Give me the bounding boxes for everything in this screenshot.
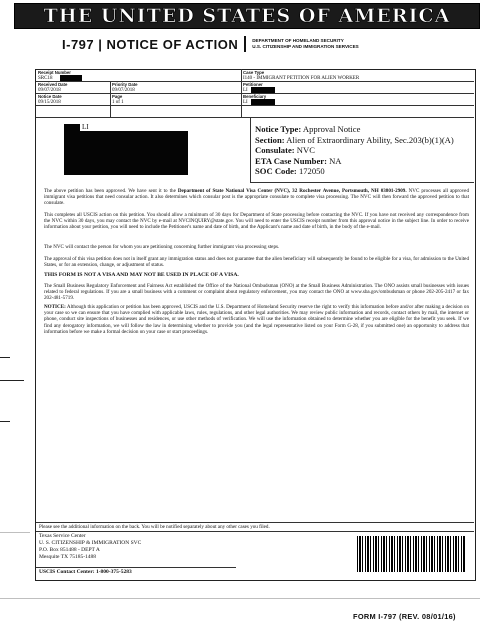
priority-date-label: Priority Date: [112, 82, 138, 87]
page-value: 1 of 1: [112, 100, 124, 105]
margin-mark: [0, 380, 24, 381]
redaction: [251, 99, 275, 105]
redaction: [64, 131, 188, 175]
form-revision: FORM I-797 (REV. 08/01/16): [353, 612, 456, 621]
soc-label: SOC Code:: [255, 166, 297, 176]
grid-line: [250, 117, 251, 182]
paragraph-3: The NVC will contact the person for whom you are petitioning concerning further immigrant visa processing steps.: [44, 244, 280, 250]
grid-line: [36, 117, 474, 118]
received-date-label: Received Date: [38, 82, 68, 87]
grid-line: [250, 182, 474, 183]
dept-line-2: U.S. CITIZENSHIP AND IMMIGRATION SERVICES: [252, 44, 359, 49]
page-cell: [112, 94, 124, 106]
scan-artifact: [0, 532, 30, 533]
additional-info-note: Please see the additional information on the back. You will be notified separately about any other cases you filed.: [39, 524, 270, 530]
notice-type-value: Approval Notice: [302, 124, 361, 134]
address-line-4: Mesquite TX 75185-1488: [39, 554, 97, 560]
eta-label: ETA Case Number:: [255, 155, 327, 166]
barcode: [357, 536, 465, 572]
form-title: I-797 | NOTICE OF ACTION: [62, 36, 239, 52]
consulate-value: NVC: [296, 145, 315, 155]
receipt-number-value: SRC18: [38, 76, 53, 81]
beneficiary-value: LI: [243, 100, 248, 105]
notice-date-label: Notice Date: [38, 94, 62, 99]
margin-mark: [0, 421, 10, 422]
petitioner-label: Petitioner: [243, 82, 263, 87]
address-line-1: Texas Service Center: [39, 533, 86, 539]
notice-date-cell: [38, 94, 62, 106]
redaction: [60, 75, 82, 81]
notice-paragraph: NOTICE: Although this application or petition has been approved, USCIS and the U.S. Department of Homeland Security reserve the right to verify this information before and/or after making a decision on your case so we can ensure that you have complied with applicable laws, rules, regulations, and other legal authorities. We may review public information and records, contact others by mail, the internet or phone, conduct site inspections of businesses and residences, or use other methods of verification. We will use the information obtained to determine whether you are eligible for the benefit you seek. If we find any derogatory information, we will follow the law in determining whether to provide you (and the legal representative listed on your Form G-28, if you submitted one) an opportunity to address that information before we make a formal decision on your case or start proceedings.: [44, 304, 469, 335]
paragraph-1: The above petition has been approved. We have sent it to the Department of State National Visa Center (NVC), 32 Rochester Avenue, Portsmouth, NH 03801-2909. NVC processes all approved immigrant visa petitions that need consular action. It also determines which consular post is the appropriate consulate to complete visa processing. The NVC will then forward the approved petition to that consulate.: [44, 188, 469, 207]
grid-line: [36, 522, 474, 523]
beneficiary-label: Beneficiary: [243, 94, 267, 99]
redaction: [64, 124, 80, 131]
priority-date-cell: [112, 82, 138, 94]
grid-line: [36, 531, 474, 532]
banner-text: THE UNITED STATES OF AMERICA: [43, 5, 451, 27]
soc-value: 172050: [298, 166, 325, 176]
received-date-cell: [38, 82, 67, 94]
received-date-value: 09/07/2018: [38, 88, 61, 93]
case-type-value: I140 - IMMIGRANT PETITION FOR ALIEN WORKER: [243, 76, 360, 81]
paragraph-6: The Small Business Regulatory Enforcement and Fairness Act established the Office of the National Ombudsman (ONO) at the Small Business Administration. The ONO assists small businesses with issues related to federal regulations. If you are a small business with a comment or complaint about regulatory enforcement, you may contact the ONO at www.sba.gov/ombudsman or phone 202-205-2417 or fax 202-481-5719.: [44, 283, 469, 302]
notice-info-box: [255, 124, 465, 177]
header-divider: [244, 36, 246, 52]
priority-date-value: 09/07/2018: [112, 88, 135, 93]
country-banner: [14, 3, 480, 29]
dept-line-1: DEPARTMENT OF HOMELAND SECURITY: [252, 38, 344, 44]
address-line-3: P.O. Box 851488 - DEPT A: [39, 547, 100, 553]
scan-artifact: [0, 598, 480, 599]
section-label: Section:: [255, 134, 285, 145]
notice-date-value: 09/15/2018: [38, 100, 61, 105]
paragraph-4: The approval of this visa petition does not in itself grant any immigration status and does not guarantee that the alien beneficiary will subsequently be found to be eligible for a visa, for admission to the United States, or for an extension, change, or adjustment of status.: [44, 256, 469, 269]
address-line-2: U. S. CITIZENSHIP & IMMIGRATION SVC: [39, 540, 142, 546]
paragraph-2: This completes all USCIS action on this petition. You should allow a minimum of 30 days for Department of State processing before contacting the NVC. If you have not received any correspondence from the NVC within 30 days, you may contact the NVC by e-mail at NVCINQUIRY@state.gov. You will need to enter the USCIS receipt number from this approval notice in the subject line. In order to receive information about your petition, you will need to include the Petitioner's name and date of birth, and the Applicant's name and date of birth, in the body of the e-mail.: [44, 212, 469, 231]
case-type-label: Case Type: [243, 70, 265, 75]
petitioner-value: LI: [243, 88, 248, 93]
grid-line: [241, 69, 242, 117]
addressee-name: LI: [82, 123, 89, 131]
section-value: Alien of Extraordinary Ability, Sec.203(b)(1)(A): [286, 134, 454, 145]
redaction: [251, 87, 275, 93]
notice-type-label: Notice Type:: [255, 124, 302, 134]
page-label: Page: [112, 94, 123, 99]
eta-value: NA: [329, 155, 342, 166]
department-name: [252, 38, 359, 49]
service-center-address: [39, 533, 141, 561]
form-header: [62, 34, 482, 54]
consulate-label: Consulate:: [255, 145, 295, 155]
case-type-cell: [243, 70, 359, 82]
margin-mark: [0, 357, 10, 358]
not-a-visa-statement: THIS FORM IS NOT A VISA AND MAY NOT BE USED IN PLACE OF A VISA.: [44, 272, 239, 278]
contact-center: USCIS Contact Center: 1-800-375-5283: [39, 569, 132, 575]
grid-line: [110, 81, 111, 117]
grid-line: [36, 567, 236, 568]
receipt-number-label: Receipt Number: [38, 70, 71, 75]
